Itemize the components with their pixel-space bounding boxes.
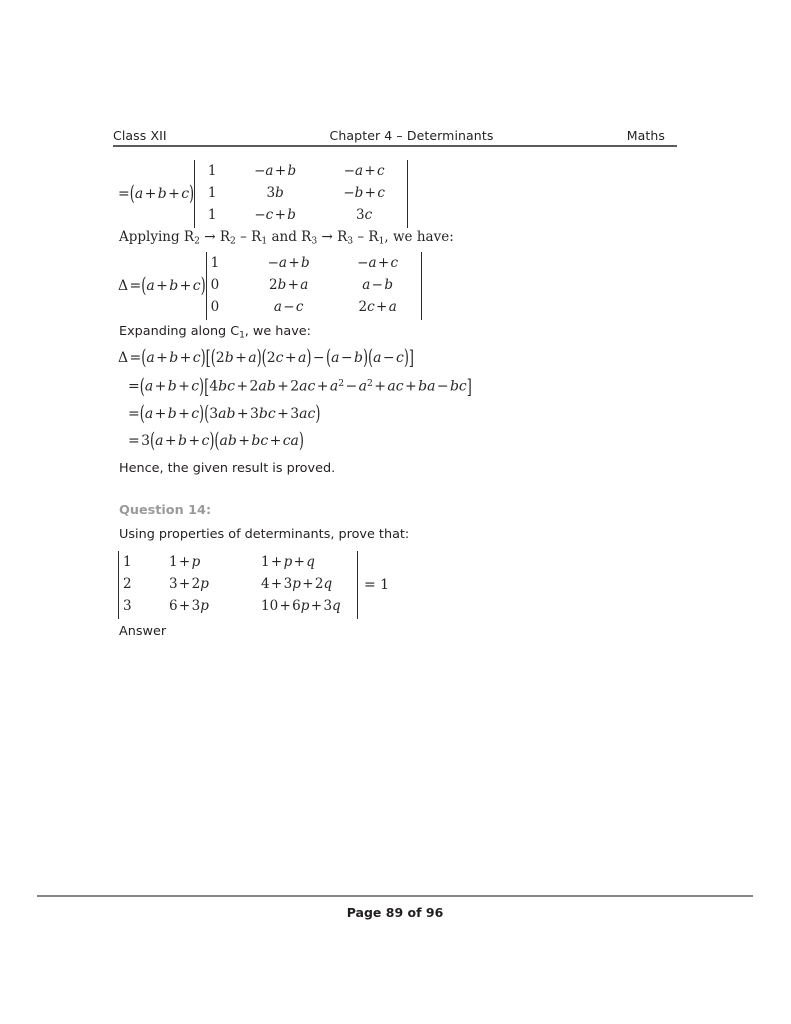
det-cell: 2 (123, 575, 132, 592)
footer-divider (37, 895, 753, 897)
expanding-text: Expanding along $C_1$, we have: (119, 324, 311, 341)
equation-2 (118, 252, 422, 320)
answer-label: Answer (119, 624, 167, 639)
det-cell: 1 (207, 206, 217, 223)
question-14-text: Using properties of determinants, prove that: (119, 527, 410, 542)
det-cell: 0 (210, 276, 220, 293)
det-cell: 0 (210, 298, 220, 315)
equation-3 (118, 551, 389, 619)
equation-3-rhs: = 1 (364, 576, 390, 593)
determinant-bar-right (421, 252, 422, 320)
det-cell: −a + b (267, 255, 310, 271)
det-cell: a − b (362, 276, 393, 293)
determinant-2 (206, 252, 422, 320)
det-cell: 1 (207, 163, 217, 179)
det-cell: 1 + p (169, 554, 201, 570)
applying-row-operations-line (119, 229, 454, 247)
determinant-1 (194, 160, 408, 228)
det-cell: a − c (273, 298, 304, 315)
expanding-along-line (119, 324, 311, 340)
det-cell: 10 + 6p + 3q (261, 597, 341, 614)
expansion-line-2: =(a + b + c)[4bc + 2ab + 2ac + $a^2$ − $a^2$ + ac + ba − bc] (128, 375, 472, 399)
determinant-rows (195, 160, 407, 228)
det-cell: 1 (123, 554, 132, 570)
det-cell: 3c (356, 206, 373, 223)
det-cell: 3 (123, 597, 132, 614)
header-divider (113, 145, 677, 147)
determinant-rows (207, 252, 421, 320)
det-cell: 6 + 3p (169, 597, 209, 614)
applying-text: Applying $R_2 \to R_2 - R_1$ and $R_3 \to R_3 - R_1$, we have: (119, 229, 454, 247)
question-14-label: Question 14: (119, 503, 212, 518)
det-cell: 3b (266, 184, 284, 201)
determinant-row (207, 275, 421, 297)
determinant-rows (119, 551, 357, 619)
equation-1 (118, 160, 408, 228)
hence-proved-line: Hence, the given result is proved. (119, 461, 336, 476)
det-cell: −a + c (357, 255, 399, 271)
det-cell: −a + b (254, 163, 297, 179)
header-class-label: Class XII (113, 128, 167, 143)
det-cell: 2c + a (358, 298, 397, 315)
determinant-row (195, 205, 407, 227)
det-cell: 4 + 3p + 2q (261, 575, 333, 592)
expansion-line-4: = 3(a + b + c)(ab + bc + ca) (128, 429, 304, 454)
det-cell: −a + c (343, 163, 385, 179)
determinant-3 (118, 551, 358, 619)
det-cell: −c + b (254, 206, 296, 223)
determinant-row (195, 183, 407, 205)
determinant-bar-right (407, 160, 408, 228)
det-cell: −b + c (343, 184, 385, 201)
det-cell: 1 (210, 255, 220, 271)
equation-2-lhs: Δ =(a + b + c) (118, 274, 206, 298)
determinant-row (119, 552, 357, 574)
expansion-line-1: Δ =(a + b + c)[(2b + a)(2c + a) − (a − b)(a − c)] (118, 346, 414, 371)
page-number: Page 89 of 96 (346, 905, 444, 920)
expansion-line-3: =(a + b + c)(3ab + 3bc + 3ac) (128, 402, 321, 427)
determinant-row (119, 596, 357, 618)
header-chapter-title: Chapter 4 – Determinants (329, 128, 494, 143)
det-cell: 3 + 2p (169, 575, 209, 592)
page-header (113, 128, 677, 143)
det-cell: 1 (207, 184, 217, 201)
determinant-row (195, 161, 407, 183)
determinant-row (207, 297, 421, 319)
determinant-row (119, 574, 357, 596)
det-cell: 2b + a (268, 276, 309, 293)
header-subject-label: Maths (626, 128, 665, 143)
det-cell: 1 + p + q (261, 554, 315, 570)
determinant-row (207, 253, 421, 275)
equation-1-lhs: =(a + b + c) (118, 182, 195, 206)
